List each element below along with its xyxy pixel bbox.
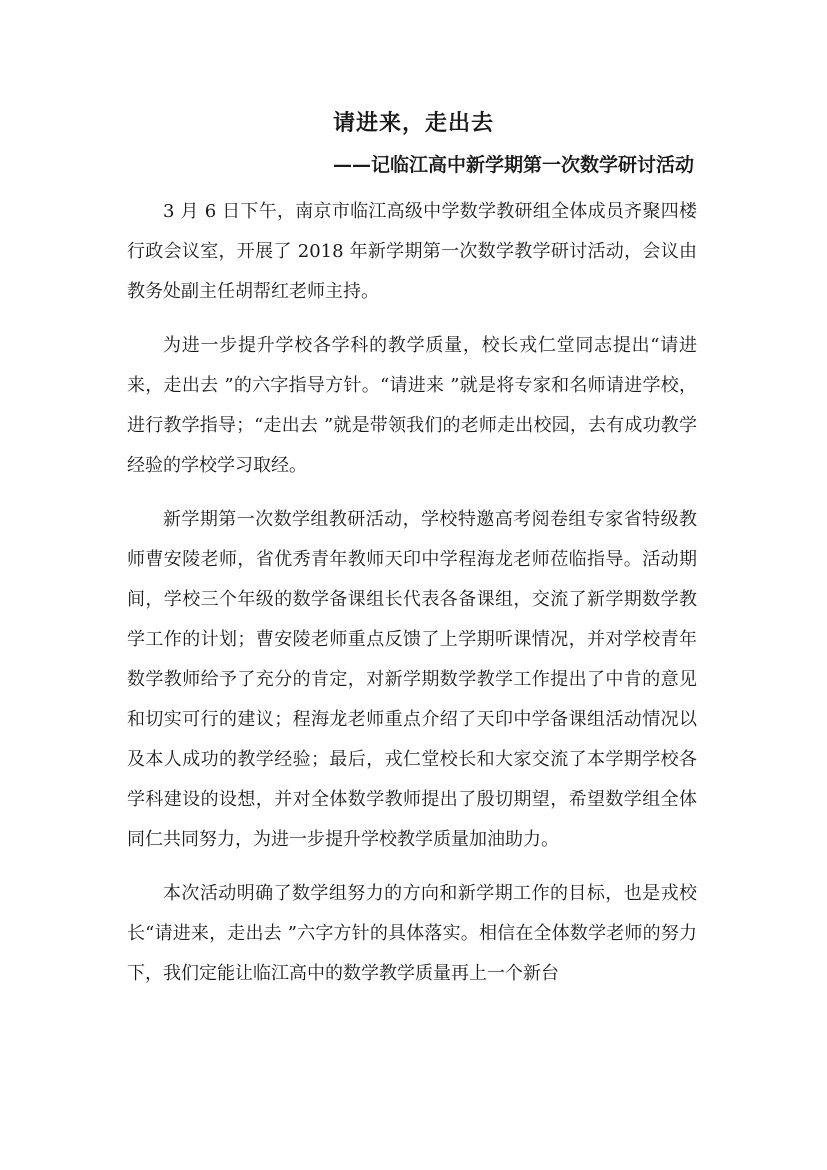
paragraph-3: 新学期第一次数学组教研活动，学校特邀高考阅卷组专家省特级教师曹安陵老师，省优秀青年教师天印中学程海龙老师莅临指导。活动期间，学校三个年级的数学备课组长代表各备课组，交流了新学期数学教学工作的计划；曹安陵老师重点反馈了上学期听课情况，并对学校青年数学教师给予了充分的肯定，对新学期数学教学工作提出了中肯的意见和切实可行的建议；程海龙老师重点介绍了天印中学备课组活动情况以及本人成功的教学经验；最后，戎仁堂校长和大家交流了本学期学校各学科建设的设想，并对全体数学教师提出了殷切期望，希望数学组全体同仁共同努力，为进一步提升学校教学质量加油助力。 bbox=[127, 509, 697, 850]
document-title: 请进来，走出去 bbox=[332, 110, 494, 136]
paragraph-2: 为进一步提升学校各学科的教学质量，校长戎仁堂同志提出“请进来，走出去 ”的六字指导方针。“请进来 ”就是将专家和名师请进学校，进行教学指导；“走出去 ”就是带领我们的老师走出校园，去有成功教学经验的学校学习取经。 bbox=[127, 335, 697, 476]
document-body bbox=[127, 192, 697, 1008]
paragraph-4: 本次活动明确了数学组努力的方向和新学期工作的目标，也是戎校长“请进来，走出去 ”六字方针的具体落实。相信在全体数学老师的努力下，我们定能让临江高中的数学教学质量再上一个新台 bbox=[127, 883, 697, 984]
document-subtitle: ——记临江高中新学期第一次数学研讨活动 bbox=[332, 154, 694, 176]
paragraph-1: 3 月 6 日下午，南京市临江高级中学数学教研组全体成员齐聚四楼行政会议室，开展了 2018 年新学期第一次数学教学研讨活动，会议由教务处副主任胡帮红老师主持。 bbox=[127, 201, 697, 302]
